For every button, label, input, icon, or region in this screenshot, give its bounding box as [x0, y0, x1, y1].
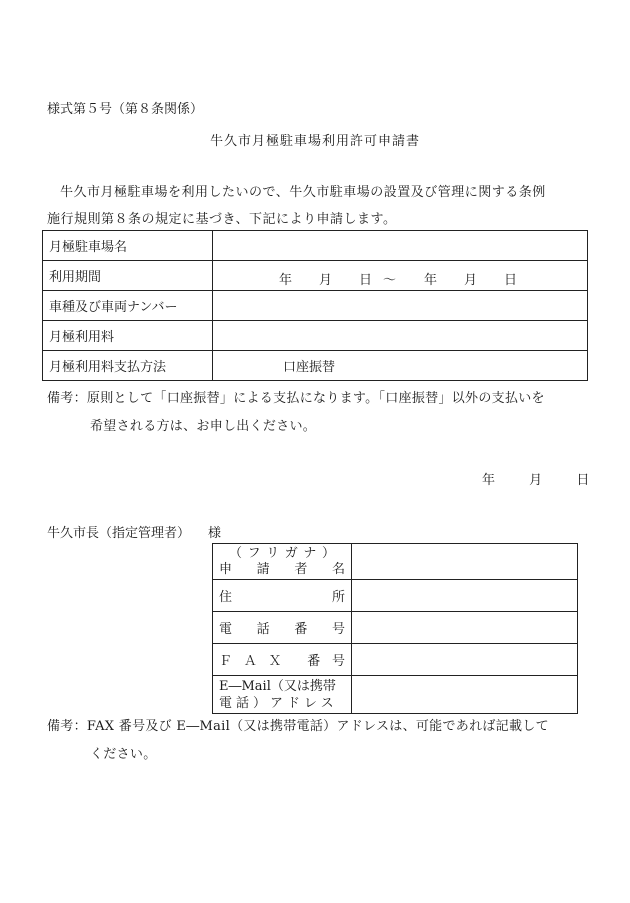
applicant-name-label: [213, 544, 352, 580]
payment-method-label: 月極利用料支払方法: [43, 351, 213, 381]
applicant-table: [212, 543, 578, 714]
usage-period-field[interactable]: [213, 261, 588, 291]
label-char: 番: [307, 654, 321, 669]
application-date: [482, 469, 589, 488]
email-label-line-1: E―Mail（又は携帯: [219, 678, 336, 694]
period-year-2: 年: [424, 273, 438, 288]
label-char: フ: [247, 545, 261, 561]
address-field[interactable]: [352, 580, 578, 612]
label-char: Ａ: [243, 654, 257, 669]
intro-line-1: 牛久市月極駐車場を利用したいので、牛久市駐車場の設置及び管理に関する条例: [60, 185, 546, 200]
label-char: Ｆ: [219, 654, 233, 669]
date-day: 日: [576, 473, 590, 488]
date-year: 年: [482, 473, 496, 488]
table-row: [213, 544, 578, 580]
parking-name-label: 月極駐車場名: [43, 231, 213, 261]
label-char: 申: [219, 561, 233, 577]
label-char: 者: [294, 561, 308, 577]
note-2-line-2: ください。: [90, 747, 157, 762]
vehicle-field[interactable]: [213, 291, 588, 321]
period-day-1: 日: [359, 273, 373, 288]
table-row: [43, 261, 588, 291]
date-month: 月: [529, 473, 543, 488]
label-char: 話: [256, 622, 270, 637]
email-label: [213, 676, 352, 714]
label-char: 番: [294, 622, 308, 637]
email-field[interactable]: [352, 676, 578, 714]
payment-method-value: 口座振替: [213, 351, 588, 381]
label-char: ナ: [303, 545, 317, 561]
table-row: [43, 321, 588, 351]
label-char: 号: [331, 622, 345, 637]
period-day-2: 日: [504, 273, 518, 288]
form-number: 様式第５号（第８条関係）: [47, 102, 204, 117]
form-title: 牛久市月極駐車場利用許可申請書: [209, 134, 420, 149]
label-char: 電: [219, 622, 233, 637]
label-char: Ｘ: [268, 654, 282, 669]
main-table: [42, 230, 588, 381]
label-char: 所: [331, 590, 345, 605]
note-1-line-1: 備考：原則として「口座振替」による支払になります。「口座振替」以外の支払いを: [47, 391, 545, 406]
fax-label: [213, 644, 352, 676]
label-char: 請: [256, 561, 270, 577]
label-char: ガ: [284, 545, 298, 561]
vehicle-label: 車種及び車両ナンバー: [43, 291, 213, 321]
applicant-name-field[interactable]: [352, 544, 578, 580]
addressee: [47, 522, 221, 541]
label-char: 住: [219, 590, 233, 605]
addressee-name: 牛久市長（指定管理者）: [47, 526, 191, 541]
label-char: リ: [266, 545, 280, 561]
parking-name-field[interactable]: [213, 231, 588, 261]
period-year-1: 年: [279, 273, 293, 288]
note-1-line-2: 希望される方は、お申し出ください。: [90, 419, 317, 434]
label-char: （: [229, 545, 243, 561]
table-row: [213, 644, 578, 676]
table-row: [213, 612, 578, 644]
phone-field[interactable]: [352, 612, 578, 644]
label-char: 号: [331, 654, 345, 669]
table-row: [43, 291, 588, 321]
period-month-2: 月: [464, 273, 478, 288]
note-2-line-1: 備考：FAX 番号及び E―Mail（又は携帯電話）アドレスは、可能であれば記載して: [47, 719, 549, 734]
usage-period-label: 利用期間: [43, 261, 213, 291]
fax-field[interactable]: [352, 644, 578, 676]
table-row: [213, 580, 578, 612]
address-label: [213, 580, 352, 612]
addressee-honorific: 様: [208, 526, 222, 541]
label-char: ）: [321, 545, 335, 561]
period-month-1: 月: [319, 273, 333, 288]
table-row: [213, 676, 578, 714]
phone-label: [213, 612, 352, 644]
label-char: 名: [331, 561, 345, 577]
email-label-line-2: 電話）アドレス: [219, 695, 338, 711]
table-row: [43, 351, 588, 381]
period-tilde: ～: [383, 273, 397, 288]
intro-line-2: 施行規則第８条の規定に基づき、下記により申請します。: [47, 212, 397, 227]
monthly-fee-field[interactable]: [213, 321, 588, 351]
monthly-fee-label: 月極利用料: [43, 321, 213, 351]
table-row: [43, 231, 588, 261]
